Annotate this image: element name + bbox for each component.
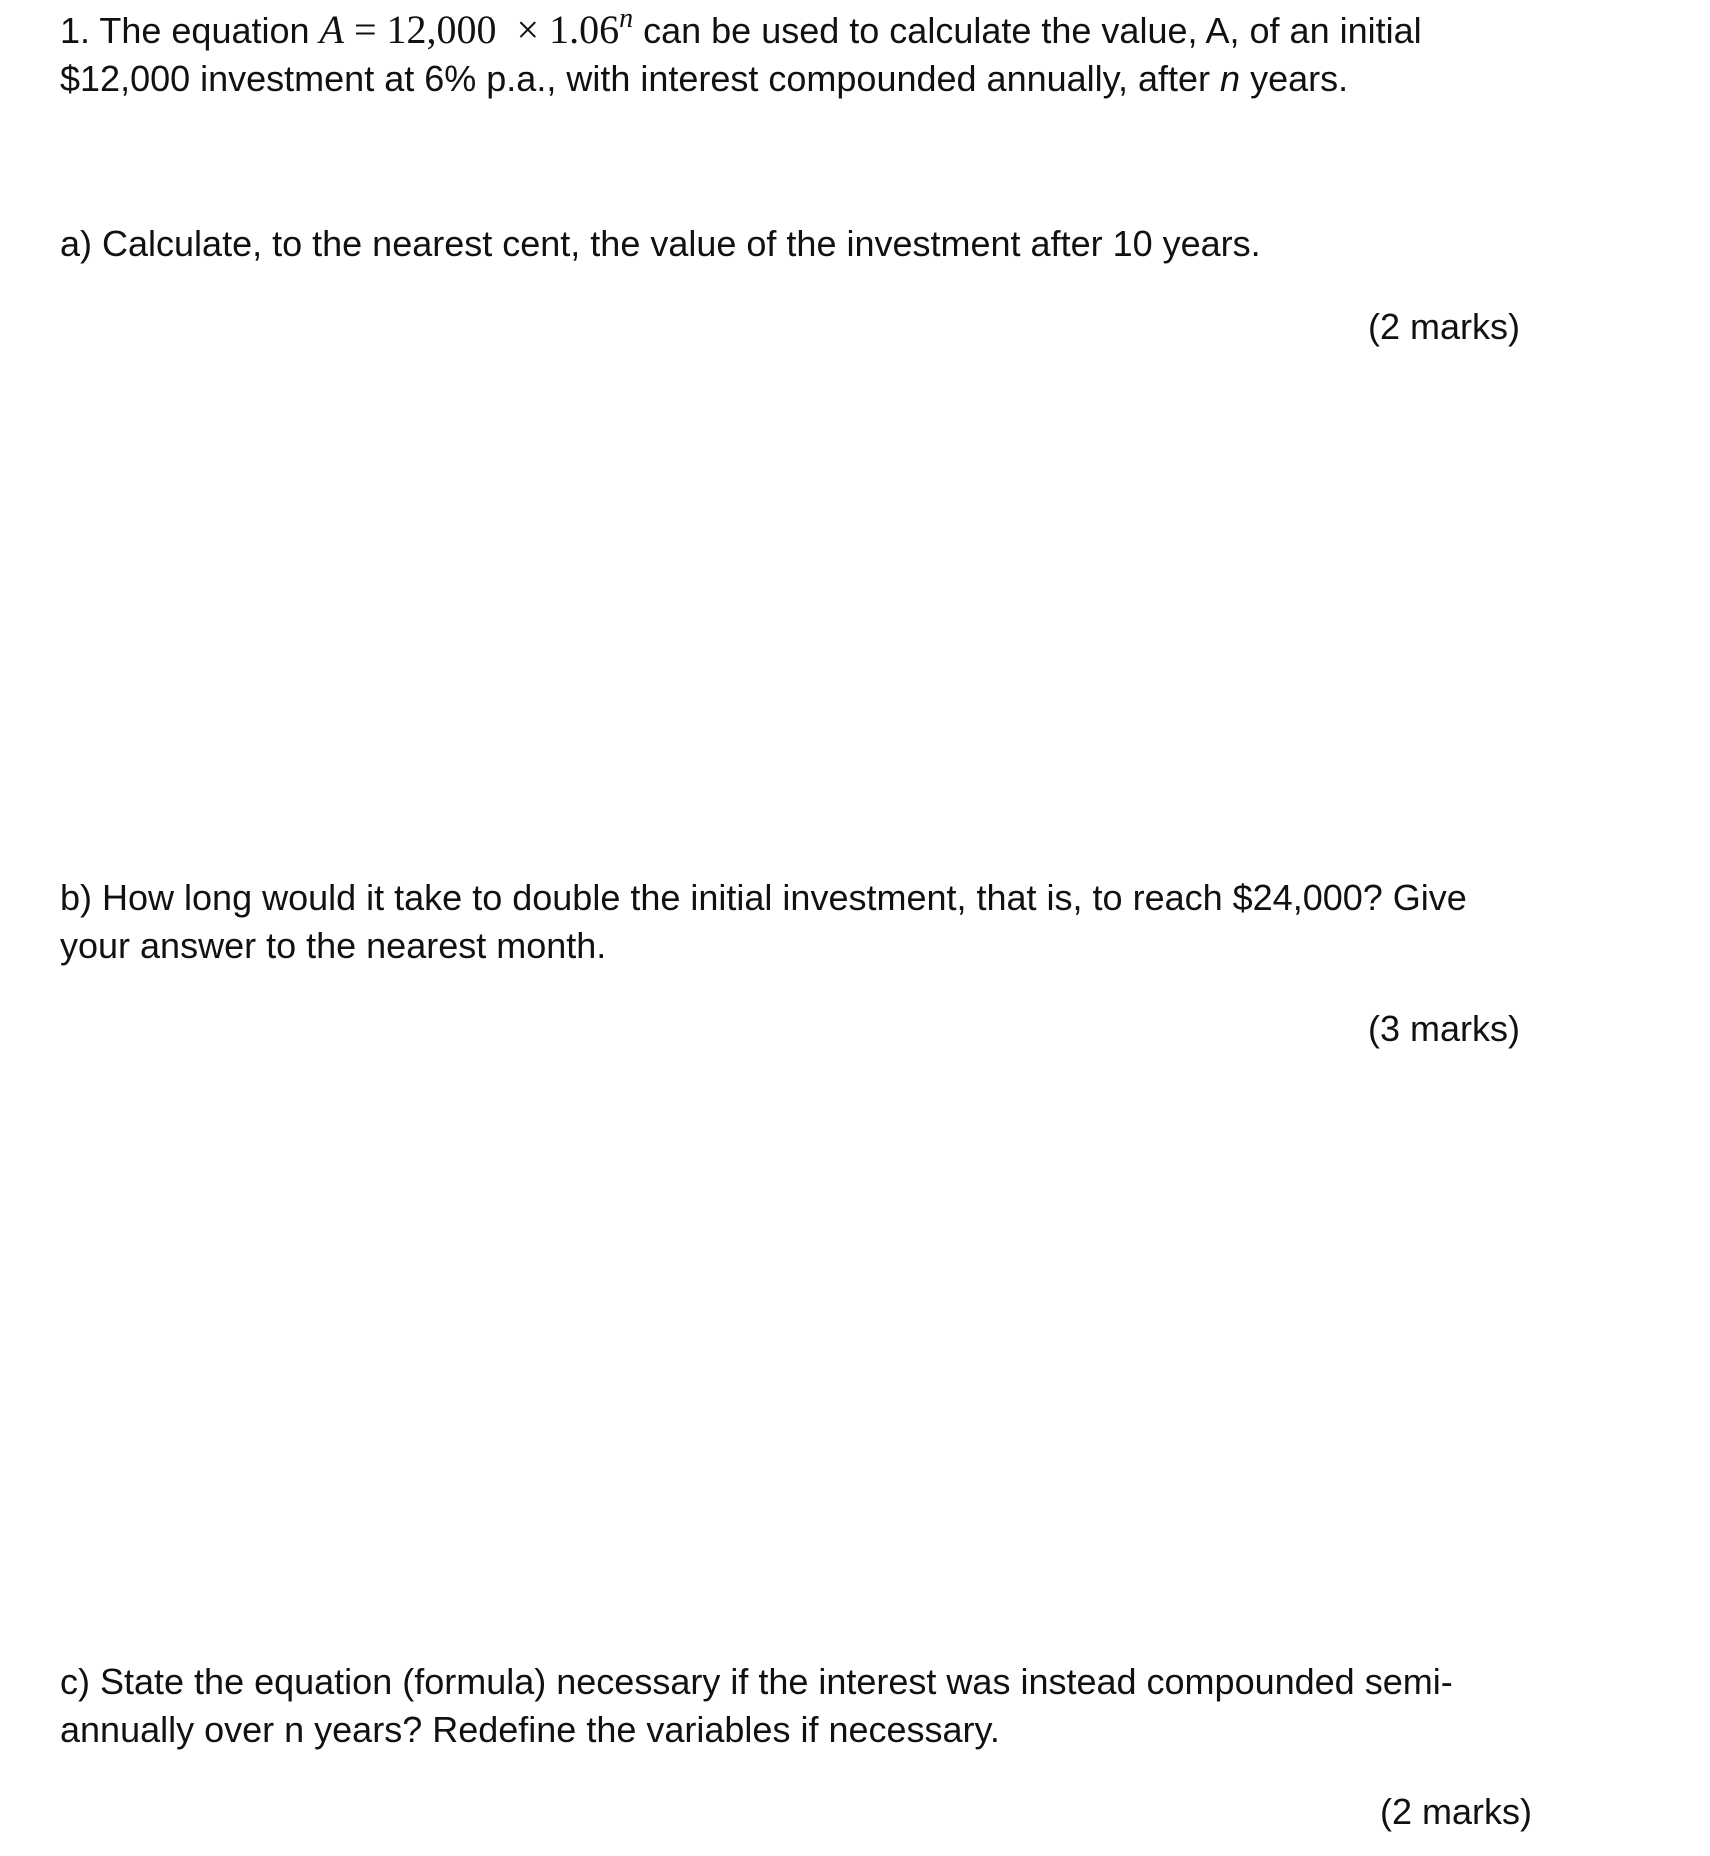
part-b <box>60 874 1560 970</box>
part-c-marks: (2 marks) <box>1380 1791 1532 1832</box>
formula-times: × <box>516 7 540 52</box>
part-c-line-2: annually over n years? Redefine the variables if necessary. <box>60 1709 1000 1750</box>
formula-lhs: A <box>319 7 344 52</box>
part-b-line-2: your answer to the nearest month. <box>60 925 607 966</box>
part-a <box>60 220 1560 268</box>
part-c-line-1: c) State the equation (formula) necessary if the interest was instead compounded semi- <box>60 1661 1453 1702</box>
formula-principal: 12,000 <box>386 7 497 52</box>
part-b-line-1: b) How long would it take to double the initial investment, that is, to reach $24,000? Give <box>60 877 1467 918</box>
question-stem <box>60 3 1560 103</box>
question-line2-prefix: $12,000 investment at 6% p.a., with interest compounded annually, after <box>60 58 1221 99</box>
question-line-1 <box>60 3 1560 55</box>
part-c <box>60 1658 1560 1754</box>
question-intro-prefix: 1. The equation <box>60 10 320 51</box>
formula-equals: = <box>353 7 377 52</box>
part-b-marks: (3 marks) <box>1368 1008 1520 1049</box>
question-intro-suffix: can be used to calculate the value, A, of an initial <box>633 10 1422 51</box>
question-line2-var: n <box>1220 58 1241 99</box>
formula-exponent: n <box>619 3 634 34</box>
compound-interest-formula <box>319 3 634 52</box>
part-a-text: a) Calculate, to the nearest cent, the value of the investment after 10 years. <box>60 223 1261 264</box>
part-a-marks: (2 marks) <box>1368 306 1520 347</box>
question-line2-suffix: years. <box>1240 58 1349 99</box>
question-line-2 <box>60 55 1560 103</box>
formula-base: 1.06 <box>549 7 620 52</box>
